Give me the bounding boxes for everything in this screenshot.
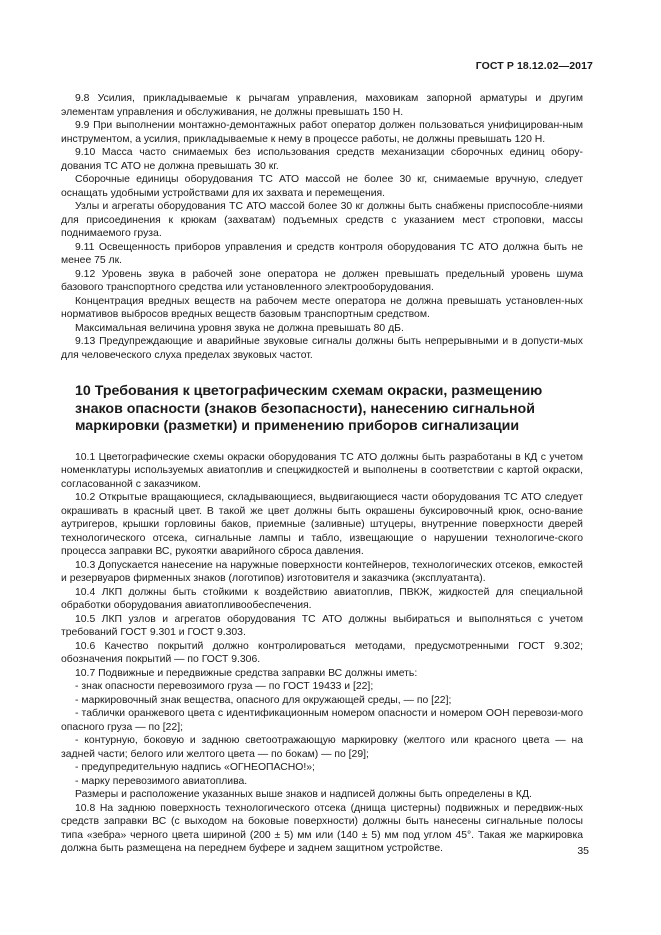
- list-item: - маркировочный знак вещества, опасного для окружающей среды, — по [22];: [75, 694, 452, 706]
- paragraph: Размеры и расположение указанных выше знаков и надписей должны быть определены в КД.: [75, 789, 532, 800]
- list-item: - таблички оранжевого цвета с идентификационным номером опасности и номером ООН перевози-мого опасного груза — по [22];: [61, 708, 583, 733]
- paragraph-10-8: 10.8 На заднюю поверхность технологического отсека (днища цистерны) подвижных и передвиж-ных средств заправки ВС (с выходом на боковые поверхности) должны быть нанесены сигнальные полосы типа «зебра» черного цвета шириной (200 ± 5) мм или (140 ± 5) мм под углом 45°. Такая же маркировка должна быть размещена на переднем буфере и заднем защитном устройстве.: [61, 802, 583, 854]
- paragraph-9-13: 9.13 Предупреждающие и аварийные звуковые сигналы должны быть непрерывными и в допусти-мых для человеческого слуха пределах звуковых частот.: [61, 336, 583, 361]
- paragraph: Концентрация вредных веществ на рабочем месте оператора не должна превышать установлен-ных нормативов выбросов вредных веществ базовым транспортным средством.: [61, 295, 583, 320]
- page-number: 35: [577, 845, 589, 857]
- paragraph: Сборочные единицы оборудования ТС АТО массой не более 30 кг, снимаемые вручную, следует оснащать удобными устройствами для их захвата и перемещения.: [61, 174, 583, 199]
- paragraph-9-12: 9.12 Уровень звука в рабочей зоне оператора не должен превышать предельный уровень шума базового транспортного средства или установленного электрооборудования.: [61, 268, 583, 293]
- paragraph-9-11: 9.11 Освещенность приборов управления и средств контроля оборудования ТС АТО должна быть не менее 75 лк.: [61, 241, 583, 266]
- document-header: ГОСТ Р 18.12.02—2017: [475, 60, 593, 72]
- paragraph-10-4: 10.4 ЛКП должны быть стойкими к воздействию авиатоплив, ПВКЖ, жидкостей для специальной обработки оборудования авиатопливообеспечения.: [61, 586, 583, 611]
- paragraph-10-7: 10.7 Подвижные и передвижные средства заправки ВС должны иметь:: [75, 667, 418, 679]
- paragraph: Максимальная величина уровня звука не должна превышать 80 дБ.: [75, 322, 404, 334]
- list-item: - контурную, боковую и заднюю светоотражающую маркировку (желтого или красного цвета — на задней части; белого или желтого цвета — по бокам) — по [29];: [61, 735, 583, 760]
- list-item: - марку перевозимого авиатоплива.: [75, 775, 248, 787]
- paragraph-10-2: 10.2 Открытые вращающиеся, складывающиеся, выдвигающиеся части оборудования ТС АТО следует окрашивать в красный цвет. В такой же цвет должны быть окрашены буксировочный крюк, осно-вание аутригеров, крышки горловины баков, приемные (заливные) штуцеры, внутренние поверхности дверей технологического отсека, сигнальные лампы и табло, извещающие о нарушении технологиче-ского процесса заправки ВС, рукоятки аварийного сброса давления.: [61, 492, 583, 557]
- paragraph: Узлы и агрегаты оборудования ТС АТО массой более 30 кг должны быть снабжены приспособле-ниями для присоединения к крюкам (захватам) подъемных средств с указанием мест строповки, массы поднимаемого груза.: [61, 201, 583, 239]
- list-item: - предупредительную надпись «ОГНЕОПАСНО!»;: [75, 762, 315, 773]
- paragraph-9-8: 9.8 Усилия, прикладываемые к рычагам управления, маховикам запорной арматуры и другим элементам управления и обслуживания, не должны превышать 150 Н.: [61, 93, 583, 118]
- paragraph-10-3: 10.3 Допускается нанесение на наружные поверхности контейнеров, технологических отсеков, емкостей и резервуаров фирменных знаков (логотипов) изготовителя и заказчика (эксплуатанта).: [61, 559, 583, 584]
- document-body: [61, 92, 583, 856]
- paragraph-9-9: 9.9 При выполнении монтажно-демонтажных работ оператор должен пользоваться унифицирован-ным инструментом, а усилия, прикладываемые к нему в процессе работы, не должны превышать 120 Н.: [61, 120, 583, 145]
- paragraph-10-1: 10.1 Цветографические схемы окраски оборудования ТС АТО должны быть разработаны в КД с учетом номенклатуры используемых авиатоплив и спецжидкостей и выполнены в соответствии с картой окраски, согласованной с заказчиком.: [61, 451, 583, 490]
- paragraph-9-10: 9.10 Масса часто снимаемых без использования средств механизации сборочных единиц обору-дования ТС АТО не должна превышать 30 кг.: [61, 147, 583, 172]
- paragraph-10-6: 10.6 Качество покрытий должно контролироваться методами, предусмотренными ГОСТ 9.302; обозначения покрытий — по ГОСТ 9.306.: [61, 640, 583, 665]
- list-item: - знак опасности перевозимого груза — по ГОСТ 19433 и [22];: [75, 681, 374, 692]
- paragraph-10-5: 10.5 ЛКП узлов и агрегатов оборудования ТС АТО должны выбираться и выполняться с учетом требований ГОСТ 9.301 и ГОСТ 9.303.: [61, 613, 583, 638]
- section-10-title: 10 Требования к цветографическим схемам окраски, размещению знаков опасности (знаков безопасности), нанесению сигнальной маркировки (разметки) и применению приборов сигнализации: [75, 383, 543, 434]
